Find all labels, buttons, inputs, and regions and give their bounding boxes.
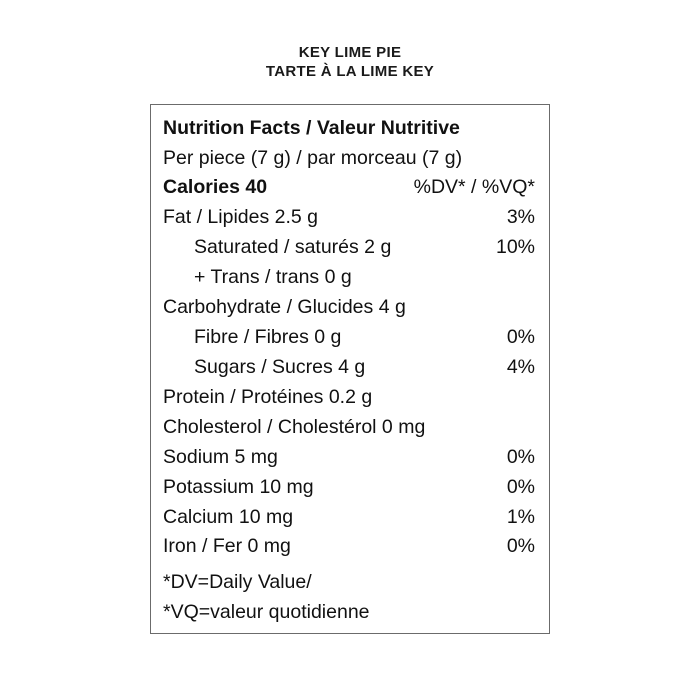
nutrient-label: Saturated / saturés 2 g	[194, 236, 392, 258]
nutrient-row-sugars	[163, 352, 535, 382]
footnote-daily-value: *DV=Daily Value/	[163, 571, 312, 593]
nutrient-label: Carbohydrate / Glucides 4 g	[163, 296, 406, 318]
nutrient-label: Cholesterol / Cholestérol 0 mg	[163, 416, 426, 438]
daily-value-header: %DV* / %VQ*	[413, 176, 535, 198]
footnote-valeur-quotidienne: *VQ=valeur quotidienne	[163, 601, 370, 623]
nutrient-label: Sodium 5 mg	[163, 446, 278, 468]
nutrient-row-carbohydrate	[163, 292, 535, 322]
nutrient-label: + Trans / trans 0 g	[194, 266, 352, 288]
nutrient-row-iron	[163, 531, 535, 561]
calories: Calories 40	[163, 176, 268, 198]
nutrient-dv: 1%	[506, 506, 535, 528]
nutrition-heading-row	[163, 113, 535, 143]
nutrient-dv: 0%	[506, 535, 535, 557]
calories-row	[163, 172, 535, 202]
nutrient-row-cholesterol	[163, 412, 535, 442]
nutrient-label: Fibre / Fibres 0 g	[194, 326, 342, 348]
nutrition-heading: Nutrition Facts / Valeur Nutritive	[163, 117, 460, 139]
nutrient-row-fibre	[163, 322, 535, 352]
nutrient-dv: 3%	[506, 206, 535, 228]
nutrient-row-trans	[163, 262, 535, 292]
nutrient-label: Sugars / Sucres 4 g	[194, 356, 366, 378]
nutrient-dv: 4%	[506, 356, 535, 378]
product-name-en: KEY LIME PIE	[298, 44, 402, 61]
nutrient-row-calcium	[163, 502, 535, 532]
product-name-fr: TARTE À LA LIME KEY	[265, 63, 435, 80]
nutrient-dv: 10%	[495, 236, 535, 258]
nutrient-label: Iron / Fer 0 mg	[163, 535, 291, 557]
nutrient-label: Potassium 10 mg	[163, 476, 314, 498]
nutrient-label: Fat / Lipides 2.5 g	[163, 206, 319, 228]
nutrient-dv: 0%	[506, 476, 535, 498]
nutrient-label: Calcium 10 mg	[163, 506, 294, 528]
nutrient-label: Protein / Protéines 0.2 g	[163, 386, 373, 408]
product-title	[0, 43, 700, 81]
nutrient-row-saturated	[163, 232, 535, 262]
nutrient-dv: 0%	[506, 446, 535, 468]
nutrient-dv: 0%	[506, 326, 535, 348]
nutrient-row-fat	[163, 202, 535, 232]
nutrient-row-sodium	[163, 442, 535, 472]
serving-size: Per piece (7 g) / par morceau (7 g)	[163, 147, 463, 169]
nutrient-row-potassium	[163, 472, 535, 502]
serving-size-row	[163, 143, 535, 173]
nutrient-row-protein	[163, 382, 535, 412]
